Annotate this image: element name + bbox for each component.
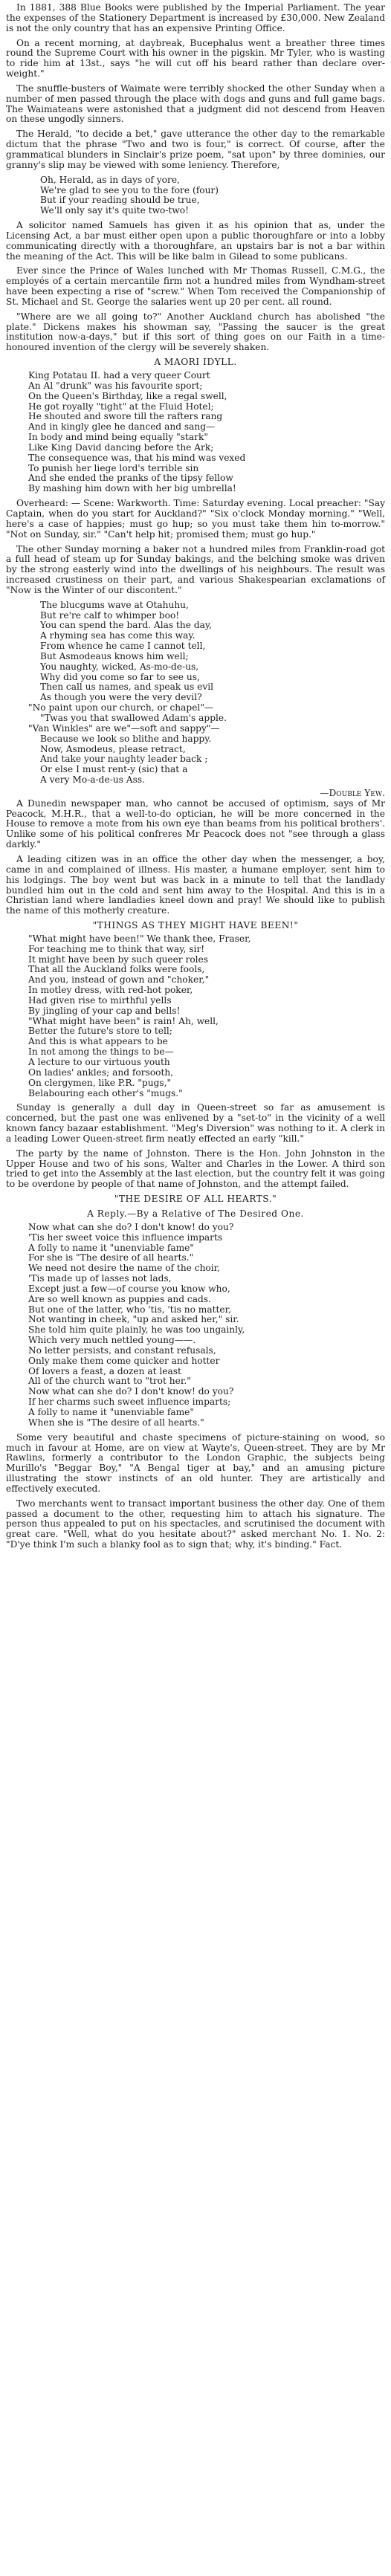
verse-signature: —Double Yew. <box>320 787 385 798</box>
news-paragraph: Ever since the Prince of Wales lunched with Mr Thomas Russell, C.M.G., the employés of a certain mercantile firm not a hundred miles from Wyndham-street have been expecting a rise of "screw." When Tom received the Companionship of St. Michael and St. George the salaries went up 20 per cent. all round. <box>6 265 385 307</box>
verse-line: The consequence was, that his mind was vexed <box>28 453 246 463</box>
section-heading: A Reply.—By a Relative of The Desired One. <box>87 1208 304 1219</box>
news-paragraph: In 1881, 388 Blue Books were published by the Imperial Parliament. The year the expenses of the Stationery Department is increased by £30,000. New Zealand is not the only country that has an expensive Printing Office. <box>6 2 385 33</box>
verse-line: Are so well known as puppies and cads. <box>28 1294 211 1304</box>
verse-line: But one of the latter, who 'tis, 'tis no matter, <box>28 1304 231 1315</box>
verse-line: King Potatau II. had a very queer Court <box>28 371 210 381</box>
news-paragraph: Some very beautiful and chaste specimens of picture-staining on wood, so much in favour at Home, are on view at Wayte's, Queen-street. They are by Mr Rawlins, formerly a contributor to the London Graphic, the subjects being Murillo's "Beggar Boy," "A Bengal tiger at bay," and an amusing picture illustrating the stowr instincts of an old hunter. They are artistically and effectively executed. <box>6 1431 385 1494</box>
verse-line: 'Tis her sweet voice this influence imparts <box>28 1232 223 1243</box>
verse-block <box>6 601 385 786</box>
verse-line: No letter persists, and constant refusals, <box>28 1345 216 1356</box>
news-paragraph: Overheard: — Scene: Warkworth. Time: Saturday evening. Local preacher: "Say Captain, when do you start for Auckland?" "Six o'clock Monday morning." "Well, here's a case of happies; must go hup; so you must take them hin to-morrow." "Not on Sunday, sir." "Can't help hit; promised them; must go hup." <box>6 498 385 540</box>
verse-line: We'll only say it's quite two-two! <box>40 206 190 216</box>
verse-line: You can spend the bard. Alas the day, <box>40 621 213 631</box>
verse-line: Then call us names, and speak us evil <box>40 682 213 693</box>
verse-line: Only make them come quicker and hotter <box>28 1356 220 1366</box>
verse-line: Now what can she do? I don't know! do you? <box>28 1387 234 1397</box>
verse-line: Like King David dancing before the Ark; <box>28 442 214 453</box>
verse-line: Not wanting in cheek, "up and asked her," sir. <box>28 1315 239 1325</box>
verse-line: Oh, Herald, as in days of yore, <box>40 175 180 185</box>
verse-line: Except just a few—of course you know who, <box>28 1284 230 1294</box>
verse-line: And she ended the pranks of the tipsy fellow <box>28 473 233 484</box>
verse-line: Or else I must rent-y (sic) that a <box>40 765 188 775</box>
verse-line: A very Mo-a-de-us Ass. <box>40 775 145 786</box>
news-paragraph: On a recent morning, at daybreak, Bucephalus went a breather three times round the Supreme Court with his owner in the pigskin. Mr Tyler, who is wasting to ride him at 13st., says "he will cut off his beard rather than declare over-weight." <box>6 37 385 80</box>
verse-line: Because we look so blithe and happy. <box>40 734 212 744</box>
verse-line: And take your naughty leader back ; <box>40 754 208 765</box>
verse-line: If her charms such sweet influence imparts; <box>28 1397 231 1408</box>
verse-line: In not among the things to be— <box>28 1047 174 1058</box>
verse-line: By jingling of your cap and bells! <box>28 1006 181 1016</box>
news-paragraph: Sunday is generally a dull day in Queen-street so far as amusement is concerned, but the past one was enlivened by a "set-to" in the vicinity of a well known fancy bazaar establishment. "Meg's Diversion" was nothing to it. A clerk in a leading Lower Queen-street firm neatly effected an early "kill." <box>6 1102 385 1144</box>
verse-line: You naughty, wicked, As-mo-de-us, <box>40 661 199 672</box>
verse-line: And this is what appears to be <box>28 1037 168 1047</box>
verse-line: 'Tis made up of lasses not lads, <box>28 1274 172 1284</box>
verse-block <box>6 1223 385 1428</box>
verse-line: Belabouring each other's "mugs." <box>28 1088 183 1098</box>
verse-line: A folly to name it "unenviable fame" <box>28 1408 194 1417</box>
verse-line: Why did you come so far to see us, <box>40 672 200 682</box>
news-paragraph: A leading citizen was in an office the other day when the messenger, a boy, came in and complained of illness. His master, a humane employer, sent him to his lodgings. The boy went but was back in a minute to tell that the landlady bundled him out in the cold and sent him away to the Hospital. And this is in a Christian land where landladies kneel down and pray! We should like to publish the name of this motherly creature. <box>6 853 385 916</box>
verse-line: Better the future's store to tell; <box>28 1026 172 1037</box>
verse-line: And you, instead of gown and "choker," <box>28 975 210 986</box>
news-paragraph: The Herald, "to decide a bet," gave utterance the other day to the remarkable dictum that the phrase "Two and two is four," is correct. Of course, after the grammatical blunders in Sinclair's prize poem, "sat upon" by three dominies, our granny's slip may be viewed with some leniency. Therefore, <box>6 129 385 170</box>
verse-line: A folly to name it "unenviable fame" <box>28 1243 194 1253</box>
verse-line: The blucgums wave at Otahuhu, <box>40 600 189 610</box>
news-paragraph: The other Sunday morning a baker not a hundred miles from Franklin-road got a full head of steam up for Sunday bakings, and the belching smoke was driven by the strong easterly wind into the dwellings of his neighbours. The result was increased crustiness on their part, and various Shakespearian exclamations of "Now is the Winter of our discontent." <box>6 543 385 595</box>
verse-line: From whence he came I cannot tell, <box>40 641 206 652</box>
verse-line: "No paint upon our church, or chapel"— <box>28 703 214 713</box>
section-heading: "THINGS AS THEY MIGHT HAVE BEEN!" <box>92 920 299 931</box>
verse-line: And in kingly glee he danced and sang— <box>28 422 216 433</box>
verse-line: It might have been by such queer roles <box>28 954 209 965</box>
verse-line: But re're calf to whimper boo! <box>40 610 180 621</box>
verse-line: We're glad to see you to the fore (four) <box>40 185 219 195</box>
verse-line: On clergymen, like P.R. "pugs," <box>28 1078 172 1088</box>
news-paragraph: A solicitor named Samuels has given it as his opinion that as, under the Licensing Act, a bar must either open upon a public thoroughfare or into a lobby communicating directly with a thoroughfare, an upstairs bar is not a bar within the meaning of the Act. This will be like balm in Gilead to some publicans. <box>6 220 385 262</box>
verse-line: For teaching me to think that way, sir! <box>28 944 205 954</box>
news-paragraph: Two merchants went to transact important business the other day. One of them passed a document to the other, requesting him to attach his signature. The person thus appealed to put on his spectacles, and scrutinised the document with great care. "Well, what do you hesitate about?" asked merchant No. 1. No. 2: "D'ye think I'm such a blanky fool as to sign that; why, it's binding." Fact. <box>6 1498 385 1550</box>
verse-line: "What might have been" is rain! Ah, well, <box>28 1016 219 1026</box>
news-paragraph: A Dunedin newspaper man, who cannot be accused of optimism, says of Mr Peacock, M.H.R., that a well-to-do optician, he will be more concerned in the House to remove a mote from his own eye than beams from his political brothers'. Unlike some of his political confreres Mr Peacock does not "see through a glass darkly." <box>6 797 385 850</box>
verse-line: All of the church want to "trot her." <box>28 1376 191 1387</box>
verse-line: Now what can she do? I don't know! do you? <box>28 1222 234 1232</box>
verse-line: On ladies' ankles; and forsooth, <box>28 1067 174 1078</box>
verse-line: An Al "drunk" was his favourite sport; <box>28 381 203 391</box>
verse-line: A rhyming sea has come this way. <box>40 631 196 641</box>
verse-line: We need not desire the name of the choir, <box>28 1263 221 1274</box>
verse-line: Now, Asmodeus, please retract, <box>40 744 186 754</box>
verse-line: For she is "The desire of all hearts." <box>28 1253 194 1263</box>
section-heading: A MAORI IDYLL. <box>154 357 237 368</box>
verse-line: "Van Winkles" are we"—soft and sappy"— <box>28 723 220 734</box>
verse-line: By mashing him down with her big umbrella! <box>28 484 236 494</box>
verse-line: He shouted and swore till the rafters rang <box>28 412 223 422</box>
verse-line: Of lovers a feast, a dozen at least <box>28 1366 181 1376</box>
verse-line: Had given rise to mirthful yells <box>28 995 172 1006</box>
verse-line: But Asmodeaus knows him well; <box>40 651 189 661</box>
verse-line: But if your reading should be true, <box>40 195 200 206</box>
verse-block <box>6 371 385 494</box>
news-paragraph: The snuffle-busters of Waimate were terribly shocked the other Sunday when a number of men passed through the place with dogs and guns and full game bags. The Waimateans were astonished that a judgment did not descend from Heaven on these ungodly sinners. <box>6 82 385 125</box>
newspaper-column <box>6 0 385 1550</box>
verse-line: He got royally "tight" at the Fluid Hotel; <box>28 401 214 412</box>
verse-line: "Twas you that swallowed Adam's apple. <box>40 713 227 723</box>
verse-line: In motley dress, with red-hot poker, <box>28 986 193 996</box>
verse-line: To punish her liege lord's terrible sin <box>28 463 199 473</box>
verse-line: That all the Auckland folks were fools, <box>28 965 205 975</box>
news-paragraph: "Where are we all going to?" Another Auckland church has abolished "the plate." Dickens makes his showman say, "Passing the saucer is the great institution now-a-days," but if this sort of thing goes on our Faith in a time-honoured invention of the clergy will be severely shaken. <box>6 311 385 353</box>
verse-line: When she is "The desire of all hearts." <box>28 1417 204 1428</box>
verse-block <box>6 175 385 216</box>
news-paragraph: The party by the name of Johnston. There is the Hon. John Johnston in the Upper House and two of his sons, Walter and Charles in the Lower. A third son tried to get into the Assembly at the last election, but the country felt it was going to be overdone by people of that name of Johnston, and the attempt failed. <box>6 1148 385 1190</box>
section-heading: "THE DESIRE OF ALL HEARTS." <box>114 1194 277 1205</box>
verse-line: As though you were the very devil? <box>40 693 202 703</box>
verse-block <box>6 934 385 1099</box>
verse-line: In body and mind being equally "stark" <box>28 433 208 443</box>
verse-line: A lecture to our virtuous youth <box>28 1058 170 1067</box>
verse-line: On the Queen's Birthday, like a regal swell, <box>28 391 227 401</box>
verse-line: "What might have been!" We thank thee, Fraser, <box>28 933 251 944</box>
verse-line: Which very much nettled young——. <box>28 1336 196 1346</box>
verse-line: She told him quite plainly, he was too ungainly, <box>28 1325 245 1336</box>
